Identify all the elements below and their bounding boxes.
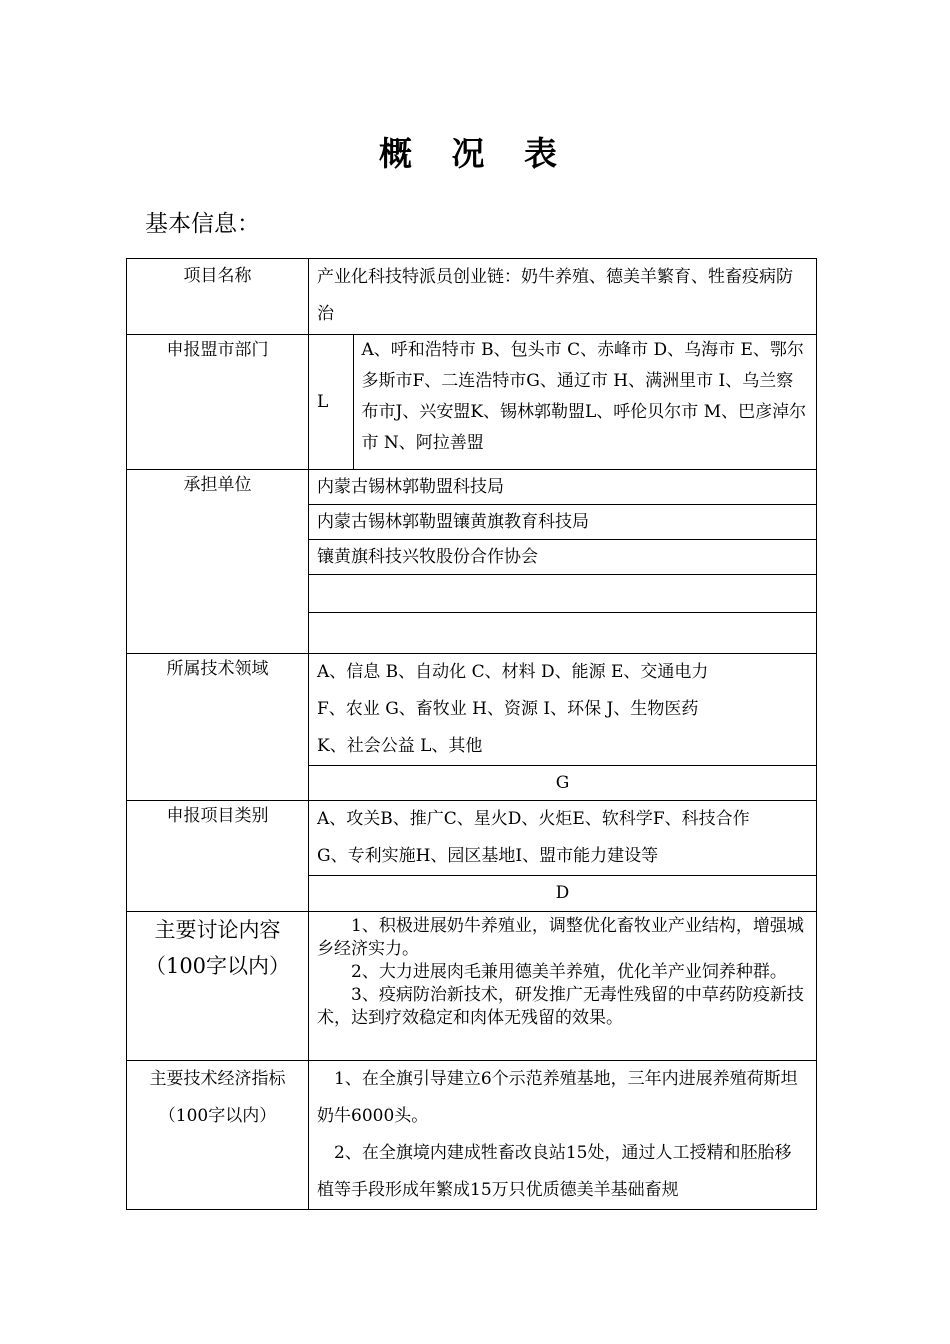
unit-item: 内蒙古锡林郭勒盟镶黄旗教育科技局 bbox=[309, 505, 816, 540]
indicators-paragraph: 1、在全旗引导建立6个示范养殖基地，三年内进展养殖荷斯坦奶牛6000头。 bbox=[317, 1069, 798, 1126]
category-label: 申报项目类别 bbox=[127, 801, 309, 912]
content-row bbox=[127, 912, 817, 1061]
project-label: 项目名称 bbox=[127, 259, 309, 335]
units-cell bbox=[309, 470, 817, 654]
tech-field-options: A、信息 B、自动化 C、材料 D、能源 E、交通电力 bbox=[317, 662, 709, 682]
project-value: 产业化科技特派员创业链：奶牛养殖、德美羊繁育、牲畜疫病防治 bbox=[309, 259, 817, 335]
tech-field-selected: G bbox=[309, 766, 816, 801]
tech-field-options: K、社会公益 L、其他 bbox=[317, 736, 483, 756]
content-label-note: （100字以内） bbox=[144, 954, 291, 978]
unit-item bbox=[309, 613, 816, 651]
region-cell bbox=[309, 335, 817, 470]
unit-item bbox=[309, 575, 816, 613]
region-selected: L bbox=[309, 335, 353, 469]
category-row bbox=[127, 801, 817, 912]
category-selected: D bbox=[309, 876, 816, 911]
unit-item: 内蒙古锡林郭勒盟科技局 bbox=[317, 477, 504, 497]
indicators-label-main: 主要技术经济指标 bbox=[149, 1069, 286, 1089]
indicators-row bbox=[127, 1061, 817, 1210]
region-label: 申报盟市部门 bbox=[127, 335, 309, 470]
units-label: 承担单位 bbox=[127, 470, 309, 654]
tech-field-label: 所属技术领域 bbox=[127, 654, 309, 801]
region-row bbox=[127, 335, 817, 470]
content-paragraph: 1、积极进展奶牛养殖业，调整优化畜牧业产业结构，增强城乡经济实力。 bbox=[317, 916, 804, 959]
page-title: 概 况 表 bbox=[379, 134, 571, 173]
region-options: A、呼和浩特市 B、包头市 C、赤峰市 D、乌海市 E、鄂尔多斯市F、二连浩特市G、通辽市 H、满洲里市 I、乌兰察布市J、兴安盟K、锡林郭勒盟L、呼伦贝尔市 M、巴彦淖尔市 N、阿拉善盟 bbox=[361, 340, 807, 453]
indicators-paragraph: 2、在全旗境内建成牲畜改良站15处，通过人工授精和胚胎移植等手段形成年繁成15万只优质德美羊基础畜规 bbox=[317, 1143, 792, 1200]
content-paragraph: 2、大力进展肉毛兼用德美羊养殖，优化羊产业饲养种群。 bbox=[351, 962, 787, 982]
unit-item: 镶黄旗科技兴牧股份合作协会 bbox=[309, 540, 816, 575]
indicators-cell bbox=[309, 1061, 817, 1210]
section-heading: 基本信息： bbox=[145, 211, 260, 237]
content-label bbox=[127, 912, 309, 1061]
category-options: A、攻关B、推广C、星火D、火炬E、软科学F、科技合作 bbox=[317, 809, 750, 829]
units-row bbox=[127, 470, 817, 654]
overview-table bbox=[126, 258, 817, 1210]
project-row bbox=[127, 259, 817, 335]
tech-field-options: F、农业 G、畜牧业 H、资源 I、环保 J、生物医药 bbox=[317, 699, 699, 719]
content-label-main: 主要讨论内容 bbox=[154, 918, 281, 942]
tech-field-cell bbox=[309, 654, 817, 801]
category-cell bbox=[309, 801, 817, 912]
content-cell bbox=[309, 912, 817, 1061]
indicators-label bbox=[127, 1061, 309, 1210]
content-paragraph: 3、疫病防治新技术，研发推广无毒性残留的中草药防疫新技术，达到疗效稳定和肉体无残留的效果。 bbox=[317, 985, 804, 1028]
indicators-label-note: （100字以内） bbox=[158, 1106, 277, 1126]
category-options: G、专利实施H、园区基地I、盟市能力建设等 bbox=[317, 846, 659, 866]
tech-field-row bbox=[127, 654, 817, 801]
